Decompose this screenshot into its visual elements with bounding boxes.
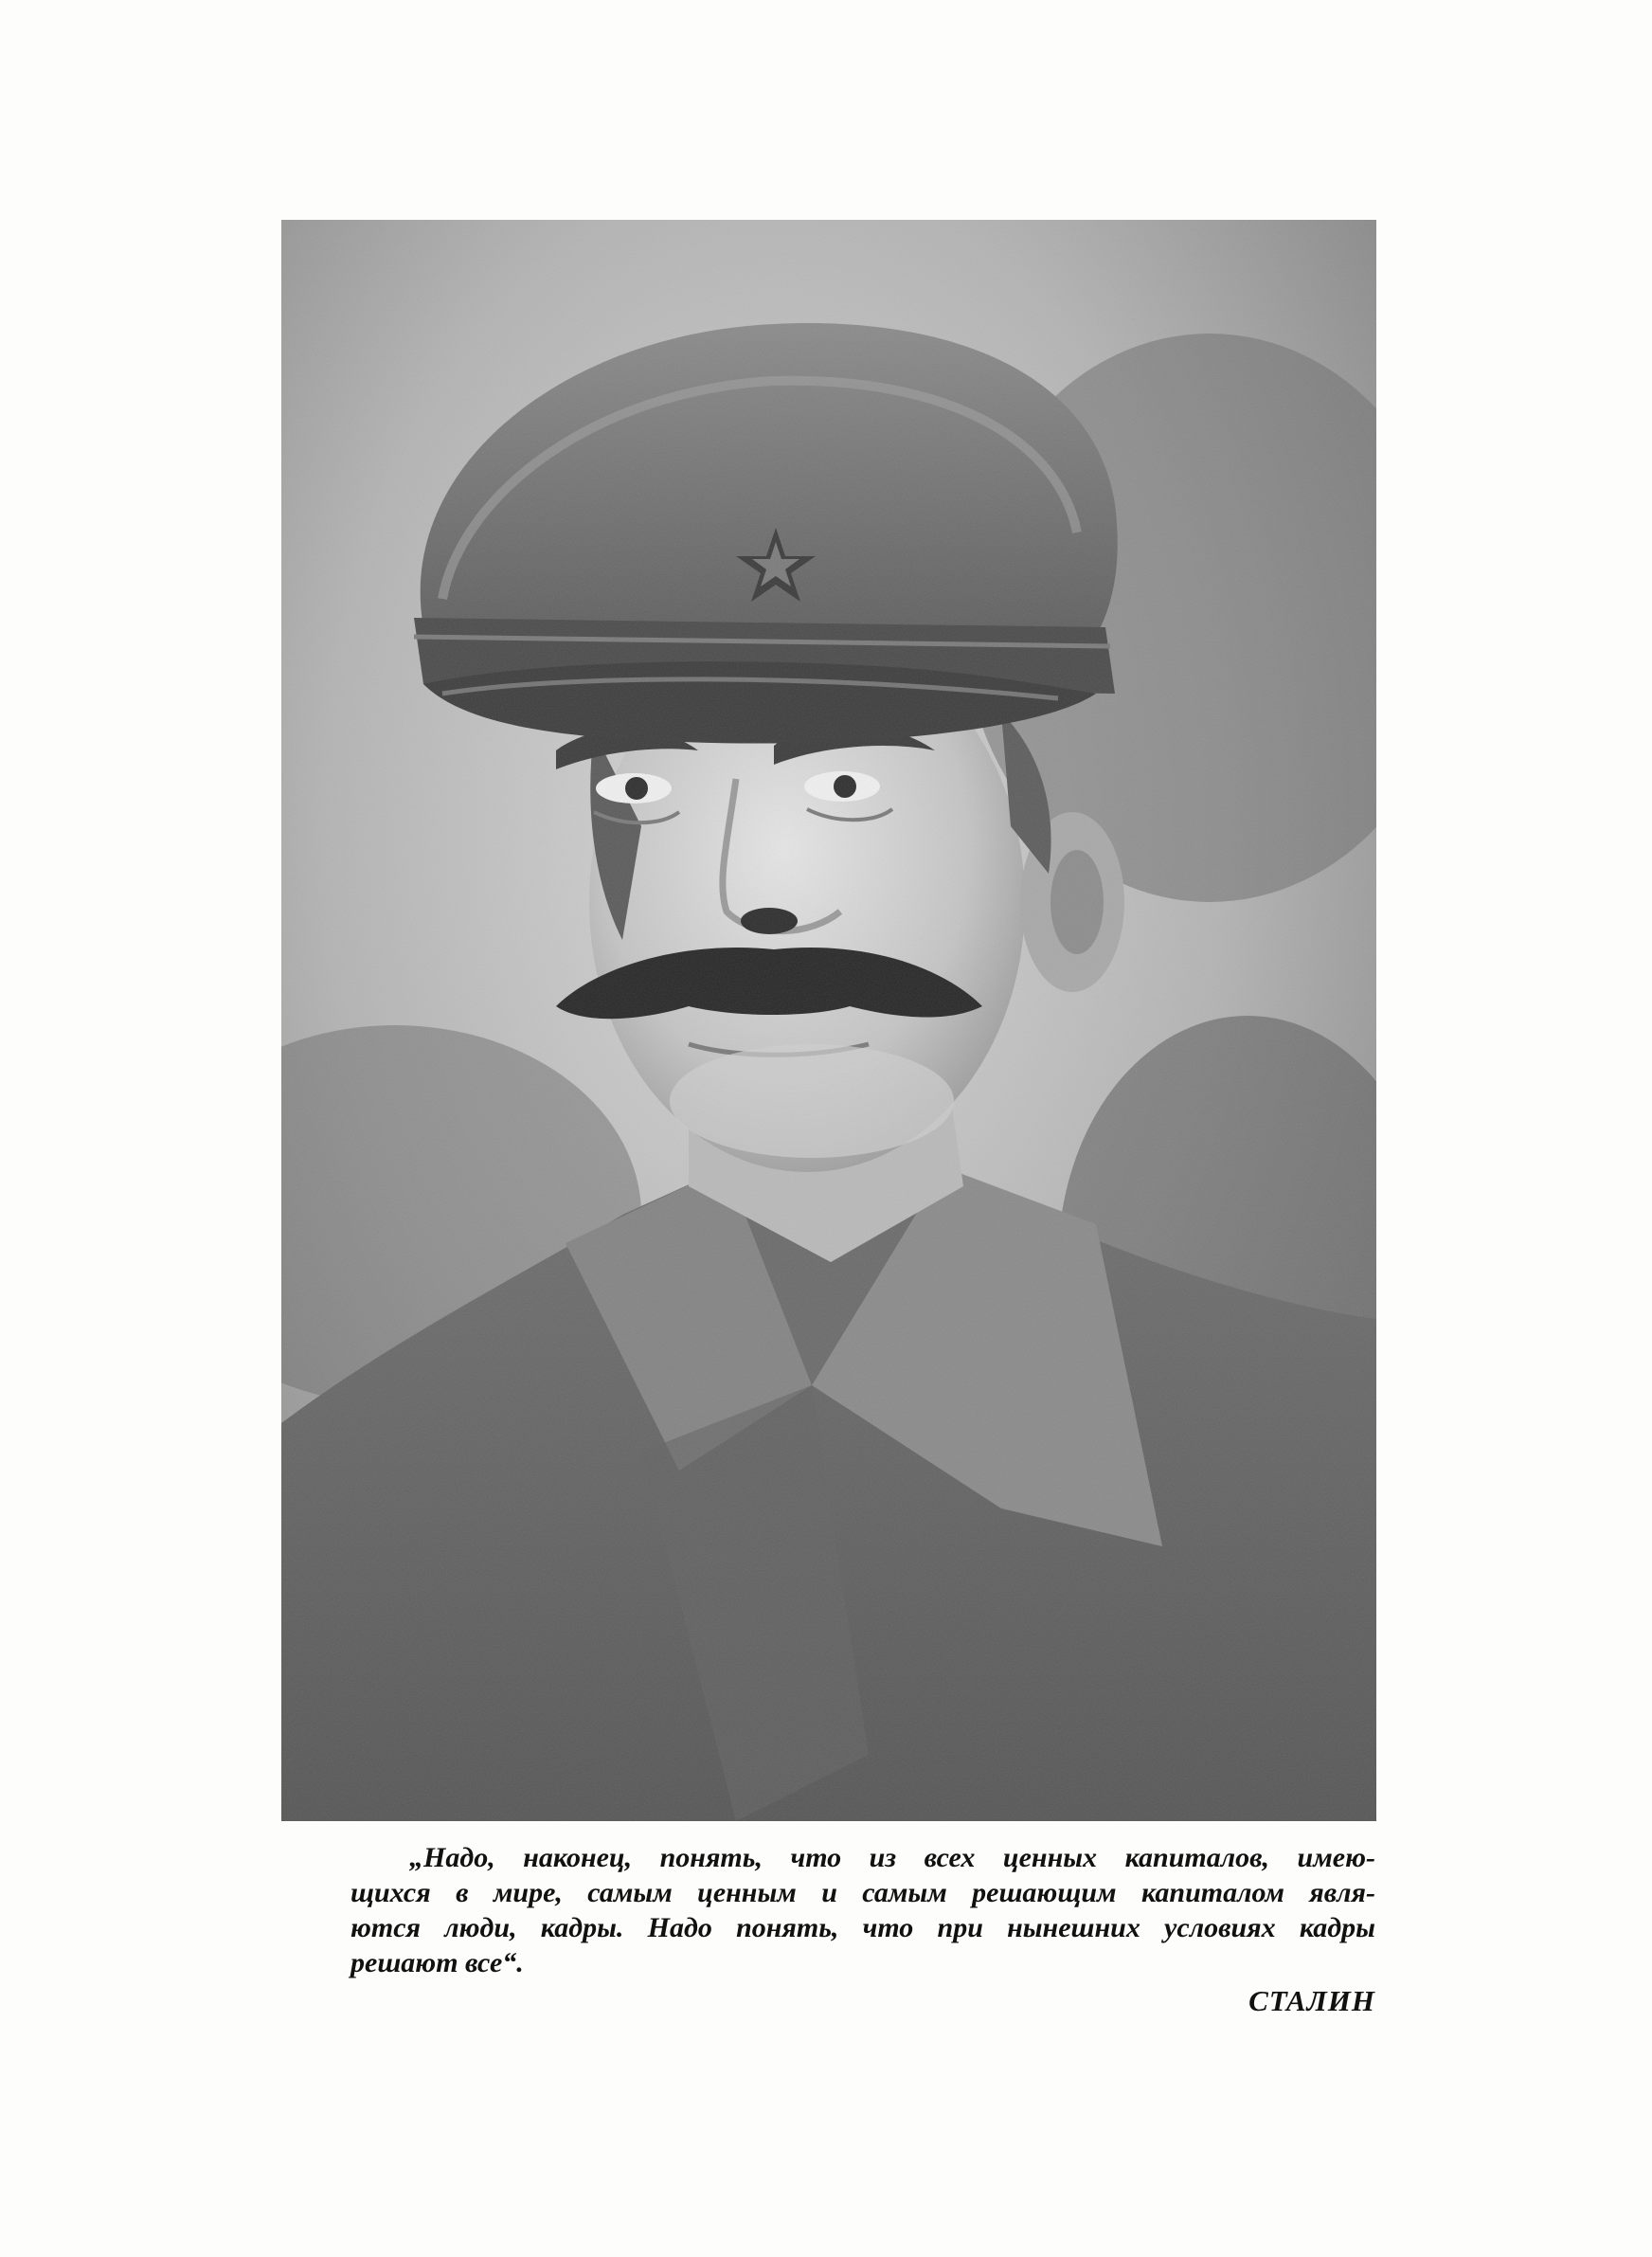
quote-author: СТАЛИН xyxy=(1248,1984,1375,2017)
portrait-image xyxy=(281,220,1376,1821)
quote-line: решают все“. xyxy=(350,1947,524,1978)
quote-line: щихся в мире, самым ценным и самым решающим капиталом явля- xyxy=(350,1877,1375,1908)
quote-line: „Надо, наконец, понять, что из всех ценных капиталов, имею- xyxy=(409,1842,1375,1873)
quote-text xyxy=(350,1840,1375,1980)
quote-line: ются люди, кадры. Надо понять, что при нынешних условиях кадры xyxy=(350,1912,1375,1943)
portrait-illustration-icon xyxy=(281,220,1376,1821)
